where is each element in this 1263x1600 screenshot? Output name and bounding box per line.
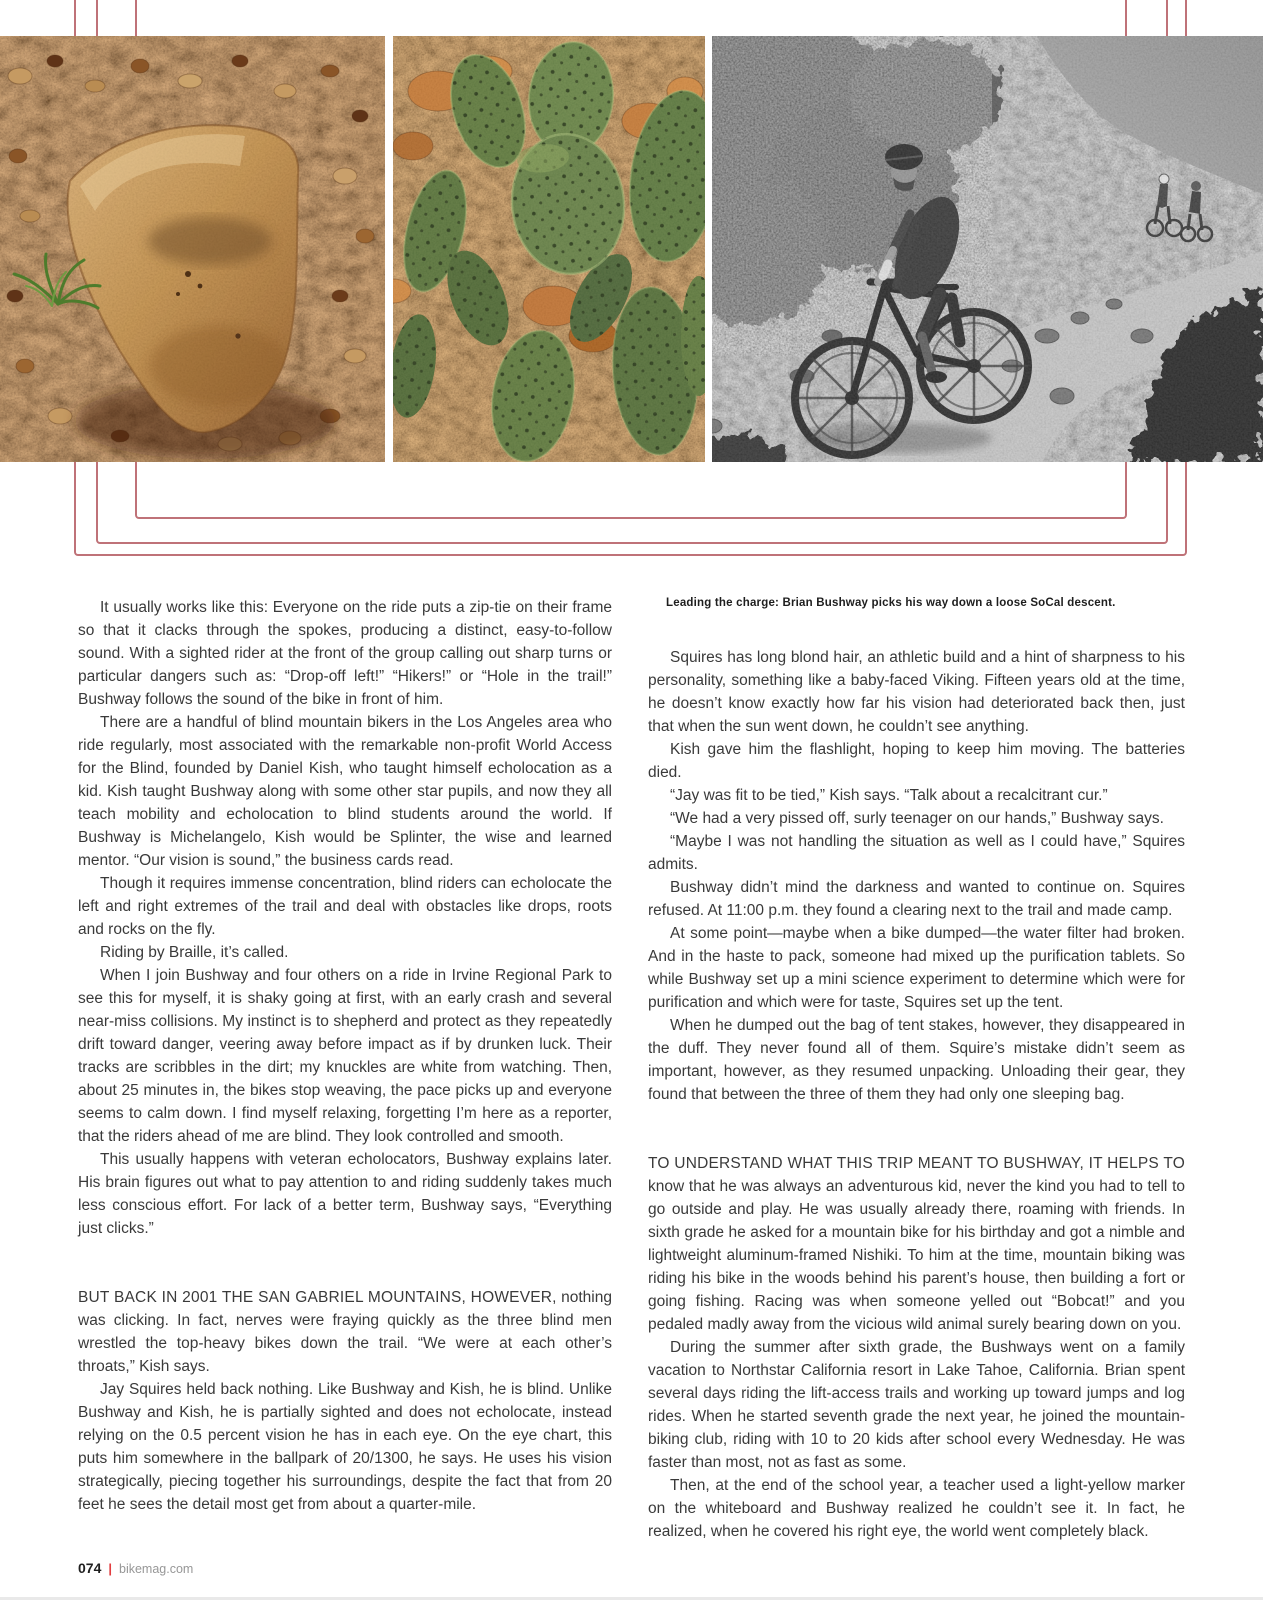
- paragraph: At some point—maybe when a bike dumped—the water filter had broken. And in the haste to pack, someone had mixed up the purification tablets. So while Bushway set up a mini science experiment to determine which were for purification and which were for taste, Squires set up the tent.: [648, 925, 1185, 1011]
- article-left-column: [78, 596, 612, 1516]
- paragraph: Kish gave him the flashlight, hoping to keep him moving. The batteries died.: [648, 741, 1185, 781]
- paragraph: Squires has long blond hair, an athletic build and a hint of sharpness to his personality, something like a baby-faced Viking. Fifteen years old at the time, he doesn’t know exactly how far his vision had deteriorated back then, just that when the sun went down, he couldn’t see anything.: [648, 649, 1185, 735]
- paragraph: There are a handful of blind mountain bikers in the Los Angeles area who ride regularly, most associated with the remarkable non-profit World Access for the Blind, founded by Daniel Kish, who taught himself echolocation as a kid. Kish taught Bushway along with some other star pupils, and now they all teach mobility and echolocation to blind students around the world. If Bushway is Michelangelo, Kish would be Splinter, the wise and learned mentor. “Our vision is sound,” the business cards read.: [78, 714, 612, 869]
- site-url: bikemag.com: [119, 1562, 194, 1576]
- photo-blind-rider-descent: [712, 36, 1263, 462]
- section-lead-caps: BUT BACK IN 2001 THE SAN GABRIEL MOUNTAINS, HOWEVER,: [78, 1289, 557, 1306]
- paragraph: Riding by Braille, it’s called.: [100, 944, 289, 961]
- photo-rock-in-dirt: [0, 36, 385, 462]
- paragraph: When I join Bushway and four others on a ride in Irvine Regional Park to see this for myself, it is shaky going at first, with an early crash and several near-miss collisions. My instinct is to shepherd and protect as they repeatedly drift toward danger, veering away before impact as if by drunken luck. Their tracks are scribbles in the dirt; my knuckles are white from watching. Then, about 25 minutes in, the bikes stop weaving, the pace picks up and everyone seems to calm down. I find myself relaxing, forgetting I’m here as a reporter, that the riders ahead of me are blind. They look controlled and smooth.: [78, 967, 612, 1145]
- paragraph: “We had a very pissed off, surly teenager on our hands,” Bushway says.: [670, 810, 1164, 827]
- page-footer: [78, 1560, 193, 1576]
- paragraph: This usually happens with veteran echolocators, Bushway explains later. His brain figures out what to pay attention to and riding suddenly takes much less conscious effort. For lack of a better term, Bushway says, “Everything just clicks.”: [78, 1151, 612, 1237]
- paragraph: Jay Squires held back nothing. Like Bushway and Kish, he is blind. Unlike Bushway and Kish, he is partially sighted and does not echolocate, instead relying on the 0.5 percent vision he has in each eye. On the eye chart, this puts him somewhere in the ballpark of 20/1300, he says. He uses his vision strategically, piecing together his surroundings, despite the fact that from 20 feet he sees the detail most get from about a quarter-mile.: [78, 1381, 612, 1513]
- paragraph: Bushway didn’t mind the darkness and wanted to continue on. Squires refused. At 11:00 p.m. they found a clearing next to the trail and made camp.: [648, 879, 1185, 919]
- section-lead-caps: TO UNDERSTAND WHAT THIS TRIP MEANT TO BUSHWAY, IT HELPS TO: [648, 1155, 1185, 1172]
- paragraph: During the summer after sixth grade, the Bushways went on a family vacation to Northstar California resort in Lake Tahoe, California. Brian spent several days riding the lift-access trails and working up toward jumps and log rides. When he started seventh grade the next year, he joined the mountain-biking club, riding with 10 to 20 kids after school every Wednesday. He was faster than most, not as fast as some.: [648, 1339, 1185, 1471]
- photo-cactus: [393, 36, 705, 462]
- paragraph: When he dumped out the bag of tent stakes, however, they disappeared in the duff. They never found all of them. Squire’s mistake didn’t seem as important, however, as they resumed unpacking. Unloading their gear, they found that between the three of them they had only one sleeping bag.: [648, 1017, 1185, 1103]
- article-right-column: [648, 592, 1185, 1543]
- paragraph: It usually works like this: Everyone on the ride puts a zip-tie on their frame so that it clacks through the spokes, producing a distinct, easy-to-follow sound. With a sighted rider at the front of the group calling out sharp turns or particular dangers such as: “Drop-off left!” “Hikers!” or “Hole in the trail!” Bushway follows the sound of the bike in front of him.: [78, 599, 612, 708]
- paragraph-section-lead: [648, 1152, 1185, 1336]
- page-number: 074: [78, 1560, 102, 1576]
- section-lead-rest: know that he was always an adventurous kid, never the kind you had to tell to go outside and play. He was usually already there, roaming with friends. In sixth grade he asked for a mountain bike for his birthday and got a nimble and lightweight aluminum-framed Nishiki. To him at the time, mountain biking was riding his bike in the woods behind his parent’s house, then building a fort or going fishing. Racing was when someone yelled out “Bobcat!” and you pedaled madly away from the vicious wild animal surely bearing down on you.: [648, 1178, 1185, 1333]
- footer-separator: |: [108, 1561, 112, 1576]
- paragraph: Then, at the end of the school year, a teacher used a light-yellow marker on the whiteboard and Bushway realized he couldn’t see it. In fact, he realized, when he covered his right eye, the world went completely black.: [648, 1477, 1185, 1540]
- photo-caption: Leading the charge: Brian Bushway picks his way down a loose SoCal descent.: [666, 597, 1116, 609]
- paragraph-section-lead: [78, 1286, 612, 1378]
- paragraph: “Maybe I was not handling the situation as well as I could have,” Squires admits.: [648, 833, 1185, 873]
- paragraph: Though it requires immense concentration, blind riders can echolocate the left and right extremes of the trail and deal with obstacles like drops, roots and rocks on the fly.: [78, 875, 612, 938]
- section-lead-rest: nothing was clicking. In fact, nerves were fraying quickly as the three blind men wrestled the top-heavy bikes down the trail. “We were at each other’s throats,” Kish says.: [78, 1289, 612, 1375]
- paragraph: “Jay was fit to be tied,” Kish says. “Talk about a recalcitrant cur.”: [670, 787, 1108, 804]
